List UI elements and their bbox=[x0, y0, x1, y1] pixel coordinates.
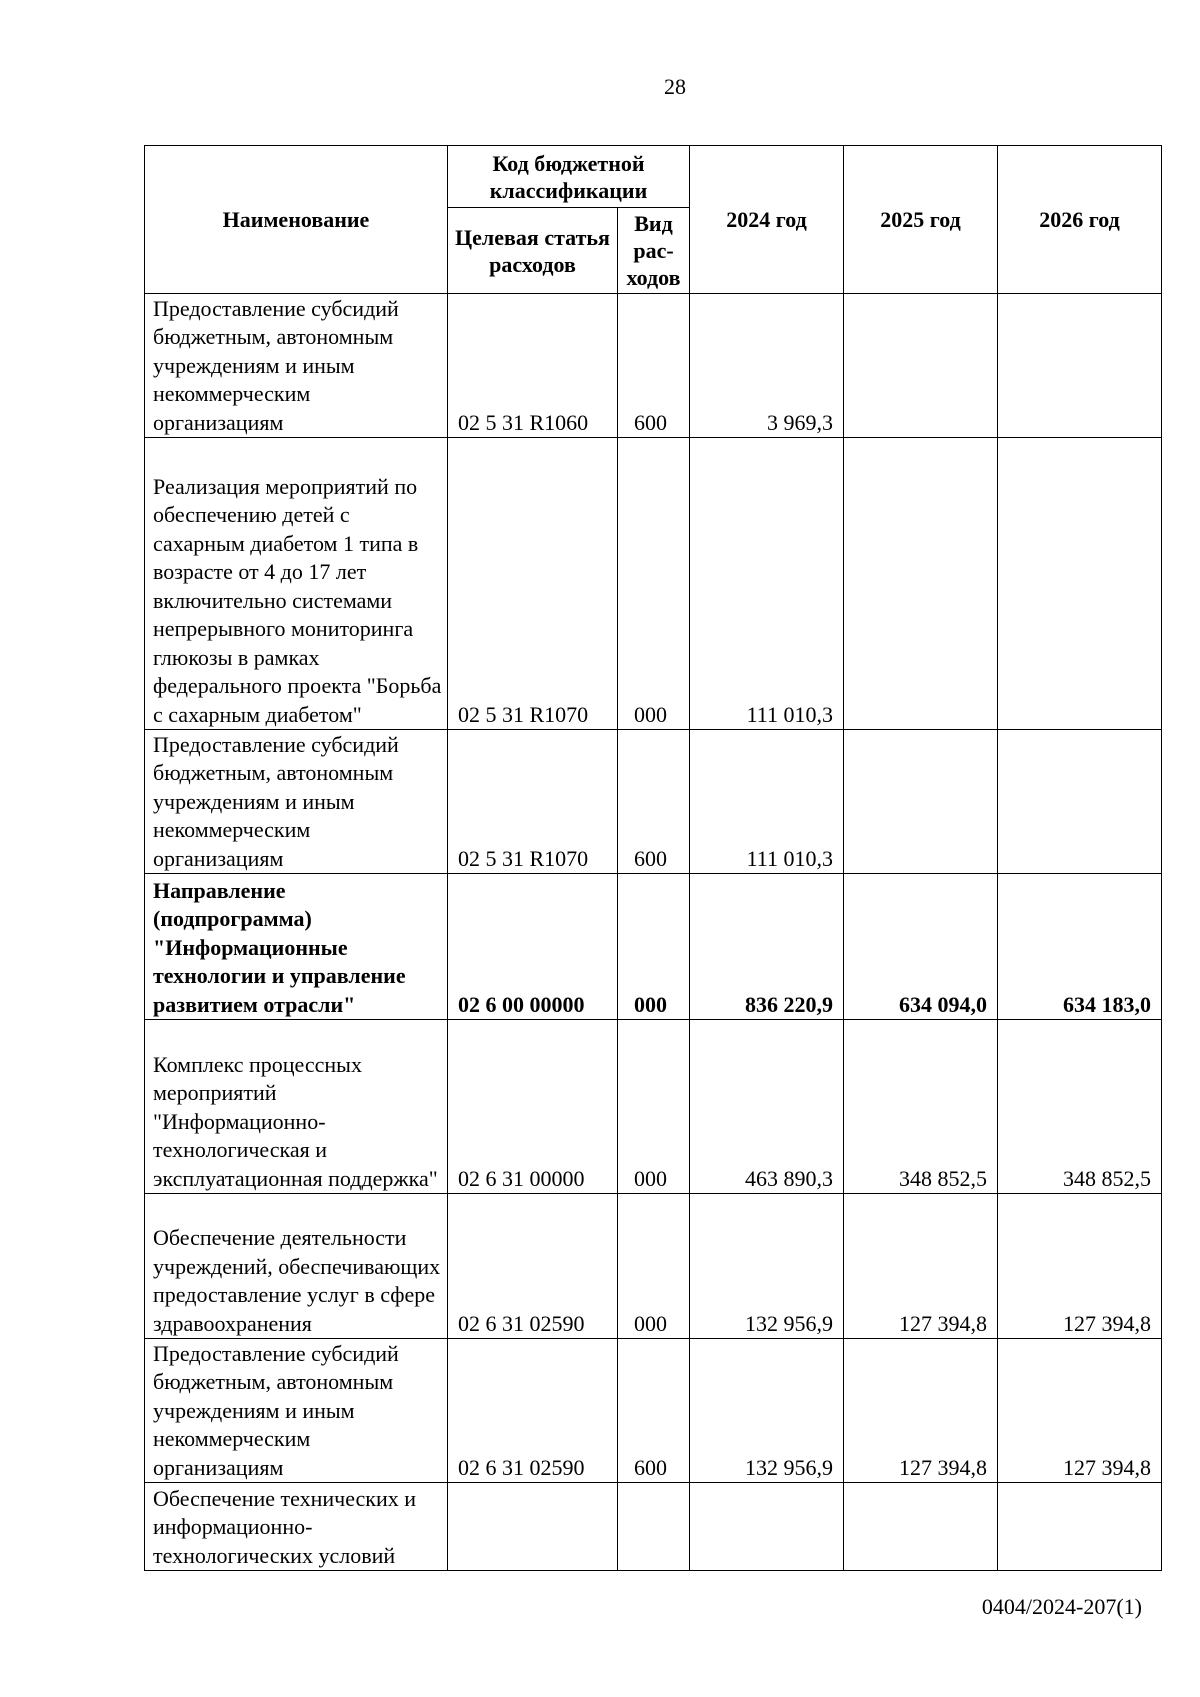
row-kind: 000 bbox=[618, 1020, 690, 1194]
row-name: Комплекс процессных мероприятий "Информационно-технологическая и эксплуатационная поддержка" bbox=[145, 1020, 448, 1194]
row-2025: 127 394,8 bbox=[844, 1194, 998, 1339]
row-name: Предоставление субсидий бюджетным, автономным учреждениям и иным некоммерческим организациям bbox=[145, 730, 448, 874]
row-2026: 127 394,8 bbox=[998, 1194, 1162, 1339]
table-row bbox=[145, 1194, 1162, 1339]
row-name: Обеспечение деятельности учреждений, обеспечивающих предоставление услуг в сфере здравоохранения bbox=[145, 1194, 448, 1339]
row-2026 bbox=[998, 294, 1162, 438]
header-name: Наименование bbox=[145, 146, 448, 294]
table-row bbox=[145, 874, 1162, 1020]
row-kind bbox=[618, 1483, 690, 1571]
row-code: 02 5 31 R1070 bbox=[448, 438, 618, 730]
row-code: 02 6 00 00000 bbox=[448, 874, 618, 1020]
header-code-group: Код бюджетной классификации bbox=[448, 146, 690, 208]
document-code: 0404/2024-207(1) bbox=[981, 1594, 1142, 1619]
row-2026 bbox=[998, 730, 1162, 874]
row-2025 bbox=[844, 438, 998, 730]
row-2025: 348 852,5 bbox=[844, 1020, 998, 1194]
budget-table bbox=[144, 145, 1162, 1571]
row-2024 bbox=[690, 1483, 844, 1571]
row-name: Предоставление субсидий бюджетным, автономным учреждениям и иным некоммерческим организациям bbox=[145, 294, 448, 438]
row-2025: 634 094,0 bbox=[844, 874, 998, 1020]
header-kind: Вид рас-ходов bbox=[618, 208, 690, 294]
row-2026 bbox=[998, 1483, 1162, 1571]
header-target: Целевая статья расходов bbox=[448, 208, 618, 294]
row-2025 bbox=[844, 730, 998, 874]
row-kind: 000 bbox=[618, 1194, 690, 1339]
header-2025: 2025 год bbox=[844, 146, 998, 294]
page-number: 28 bbox=[664, 74, 686, 99]
row-kind: 600 bbox=[618, 294, 690, 438]
row-2024: 3 969,3 bbox=[690, 294, 844, 438]
row-2025 bbox=[844, 1483, 998, 1571]
row-name: Предоставление субсидий бюджетным, автономным учреждениям и иным некоммерческим организациям bbox=[145, 1339, 448, 1483]
table-row bbox=[145, 1339, 1162, 1483]
row-code: 02 6 31 02590 bbox=[448, 1194, 618, 1339]
table-row bbox=[145, 438, 1162, 730]
table-row bbox=[145, 1020, 1162, 1194]
row-2024: 132 956,9 bbox=[690, 1194, 844, 1339]
row-code: 02 5 31 R1060 bbox=[448, 294, 618, 438]
row-name: Реализация мероприятий по обеспечению детей с сахарным диабетом 1 типа в возрасте от 4 до 17 лет включительно системами непрерывного мониторинга глюкозы в рамках федерального проекта "Борьба с сахарным диабетом" bbox=[145, 438, 448, 730]
header-2024: 2024 год bbox=[690, 146, 844, 294]
row-2024: 111 010,3 bbox=[690, 438, 844, 730]
row-2026: 127 394,8 bbox=[998, 1339, 1162, 1483]
row-2024: 111 010,3 bbox=[690, 730, 844, 874]
row-2025 bbox=[844, 294, 998, 438]
row-kind: 600 bbox=[618, 1339, 690, 1483]
header-row-1 bbox=[145, 146, 1162, 208]
row-kind: 000 bbox=[618, 438, 690, 730]
header-2026: 2026 год bbox=[998, 146, 1162, 294]
row-2026: 634 183,0 bbox=[998, 874, 1162, 1020]
row-2026 bbox=[998, 438, 1162, 730]
row-2026: 348 852,5 bbox=[998, 1020, 1162, 1194]
row-code: 02 5 31 R1070 bbox=[448, 730, 618, 874]
row-kind: 000 bbox=[618, 874, 690, 1020]
row-2024: 463 890,3 bbox=[690, 1020, 844, 1194]
row-code bbox=[448, 1483, 618, 1571]
row-kind: 600 bbox=[618, 730, 690, 874]
row-name: Направление (подпрограмма) "Информационные технологии и управление развитием отрасли" bbox=[145, 874, 448, 1020]
table-row bbox=[145, 294, 1162, 438]
row-name: Обеспечение технических и информационно-технологических условий bbox=[145, 1483, 448, 1571]
row-2024: 836 220,9 bbox=[690, 874, 844, 1020]
row-2025: 127 394,8 bbox=[844, 1339, 998, 1483]
row-2024: 132 956,9 bbox=[690, 1339, 844, 1483]
table-row bbox=[145, 730, 1162, 874]
table-row bbox=[145, 1483, 1162, 1571]
row-code: 02 6 31 02590 bbox=[448, 1339, 618, 1483]
row-code: 02 6 31 00000 bbox=[448, 1020, 618, 1194]
